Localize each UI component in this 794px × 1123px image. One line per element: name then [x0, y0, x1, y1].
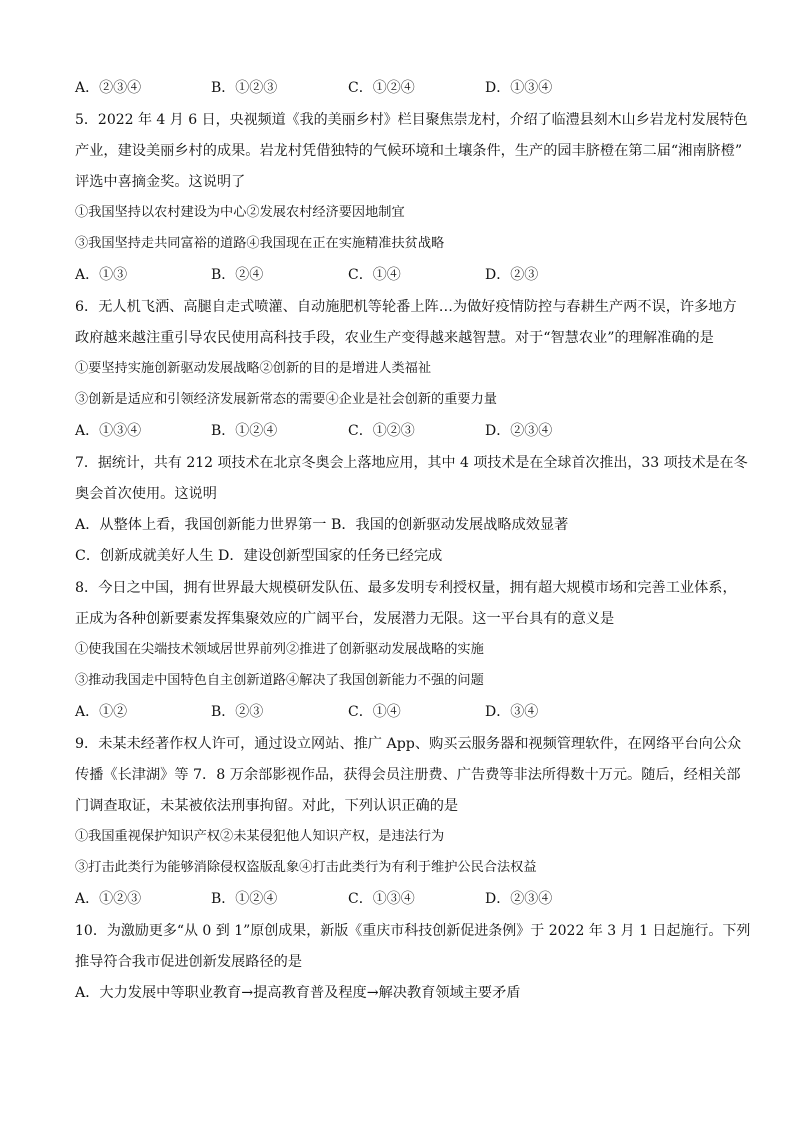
q5-stem-line-2: 产业，建设美丽乡村的成果。岩龙村凭借独特的气候环境和土壤条件，生产的园丰脐橙在第二届“湘南脐橙”: [75, 143, 743, 159]
q4-option-a[interactable]: A．②③④: [75, 80, 142, 96]
q9-option-d[interactable]: D．②③④: [485, 891, 553, 907]
q5-statement-2: ③我国坚持走共同富裕的道路④我国现在正在实施精准扶贫战略: [75, 236, 445, 251]
q9-statement-1: ①我国重视保护知识产权②未某侵犯他人知识产权，是违法行为: [75, 829, 445, 844]
q8-statement-2: ③推动我国走中国特色自主创新道路④解决了我国创新能力不强的问题: [75, 673, 484, 688]
q5-option-c[interactable]: C．①④: [348, 267, 401, 283]
q9-statement-2: ③打击此类行为能够消除侵权盗版乱象④打击此类行为有利于维护公民合法权益: [75, 860, 537, 875]
q4-option-c[interactable]: C．①②④: [348, 80, 415, 96]
q6-option-b[interactable]: B．①②④: [211, 423, 278, 439]
q10-stem-line-2: 推导符合我市促进创新发展路径的是: [75, 954, 303, 970]
q6-option-c[interactable]: C．①②③: [348, 423, 415, 439]
q7-options-ab[interactable]: A．从整体上看，我国创新能力世界第一 B．我国的创新驱动发展战略成效显著: [75, 517, 569, 533]
q9-option-c[interactable]: C．①③④: [348, 891, 415, 907]
q8-option-d[interactable]: D．③④: [485, 704, 539, 720]
q5-stem-line-1: 5．2022 年 4 月 6 日，央视频道《我的美丽乡村》栏目聚焦崇龙村，介绍了临澧县刻木山乡岩龙村发展特色: [75, 112, 748, 128]
q6-statement-1: ①要坚持实施创新驱动发展战略②创新的目的是增进人类福祉: [75, 361, 432, 376]
q4-option-b[interactable]: B．①②③: [211, 80, 278, 96]
q5-option-a[interactable]: A．①③: [75, 267, 128, 283]
q7-options-cd[interactable]: C．创新成就美好人生 D．建设创新型国家的任务已经完成: [75, 548, 443, 564]
q6-statement-2: ③创新是适应和引领经济发展新常态的需要④企业是社会创新的重要力量: [75, 392, 497, 407]
q8-stem-line-1: 8．今日之中国，拥有世界最大规模研发队伍、最多发明专利授权量，拥有超大规模市场和完善工业体系，: [75, 580, 737, 596]
q8-option-b[interactable]: B．②③: [211, 704, 264, 720]
q6-option-a[interactable]: A．①③④: [75, 423, 142, 439]
q6-stem-line-1: 6．无人机飞洒、高腿自走式喷灌、自动施肥机等轮番上阵…为做好疫情防控与春耕生产两不误，许多地方: [75, 299, 737, 315]
q6-option-d[interactable]: D．②③④: [485, 423, 553, 439]
q5-stem-line-3: 评选中喜摘金奖。这说明了: [75, 174, 246, 190]
q8-stem-line-2: 正成为各种创新要素发挥集聚效应的广阔平台，发展潜力无限。这一平台具有的意义是: [75, 611, 615, 627]
q5-option-d[interactable]: D．②③: [485, 267, 539, 283]
q8-statement-1: ①使我国在尖端技术领域居世界前列②推进了创新驱动发展战略的实施: [75, 642, 484, 657]
q10-option-a[interactable]: A．大力发展中等职业教育→提高教育普及程度→解决教育领域主要矛盾: [75, 985, 521, 1001]
q8-option-c[interactable]: C．①④: [348, 704, 401, 720]
q10-stem-line-1: 10．为激励更多“从 0 到 1”原创成果，新版《重庆市科技创新促进条例》于 2022 年 3 月 1 日起施行。下列: [75, 923, 751, 939]
q8-option-a[interactable]: A．①②: [75, 704, 128, 720]
q5-option-b[interactable]: B．②④: [211, 267, 264, 283]
q9-option-b[interactable]: B．①②④: [211, 891, 278, 907]
q7-stem-line-2: 奥会首次使用。这说明: [75, 486, 217, 502]
q9-stem-line-1: 9．未某未经著作权人许可，通过设立网站、推广 App、购买云服务器和视频管理软件，在网络平台向公众: [75, 736, 742, 752]
q9-stem-line-2: 传播《长津湖》等 7．8 万余部影视作品，获得会员注册费、广告费等非法所得数十万元。随后，经相关部: [75, 767, 741, 783]
q9-option-a[interactable]: A．①②③: [75, 891, 142, 907]
q4-option-d[interactable]: D．①③④: [485, 80, 553, 96]
q5-statement-1: ①我国坚持以农村建设为中心②发展农村经济要因地制宜: [75, 205, 405, 220]
q6-stem-line-2: 政府越来越注重引导农民使用高科技手段，农业生产变得越来越智慧。对于“智慧农业”的理解准确的是: [75, 330, 714, 346]
q7-stem-line-1: 7．据统计，共有 212 项技术在北京冬奥会上落地应用，其中 4 项技术是在全球首次推出，33 项技术是在冬: [75, 455, 748, 471]
q9-stem-line-3: 门调查取证，未某被依法刑事拘留。对此，下列认识正确的是: [75, 798, 459, 814]
